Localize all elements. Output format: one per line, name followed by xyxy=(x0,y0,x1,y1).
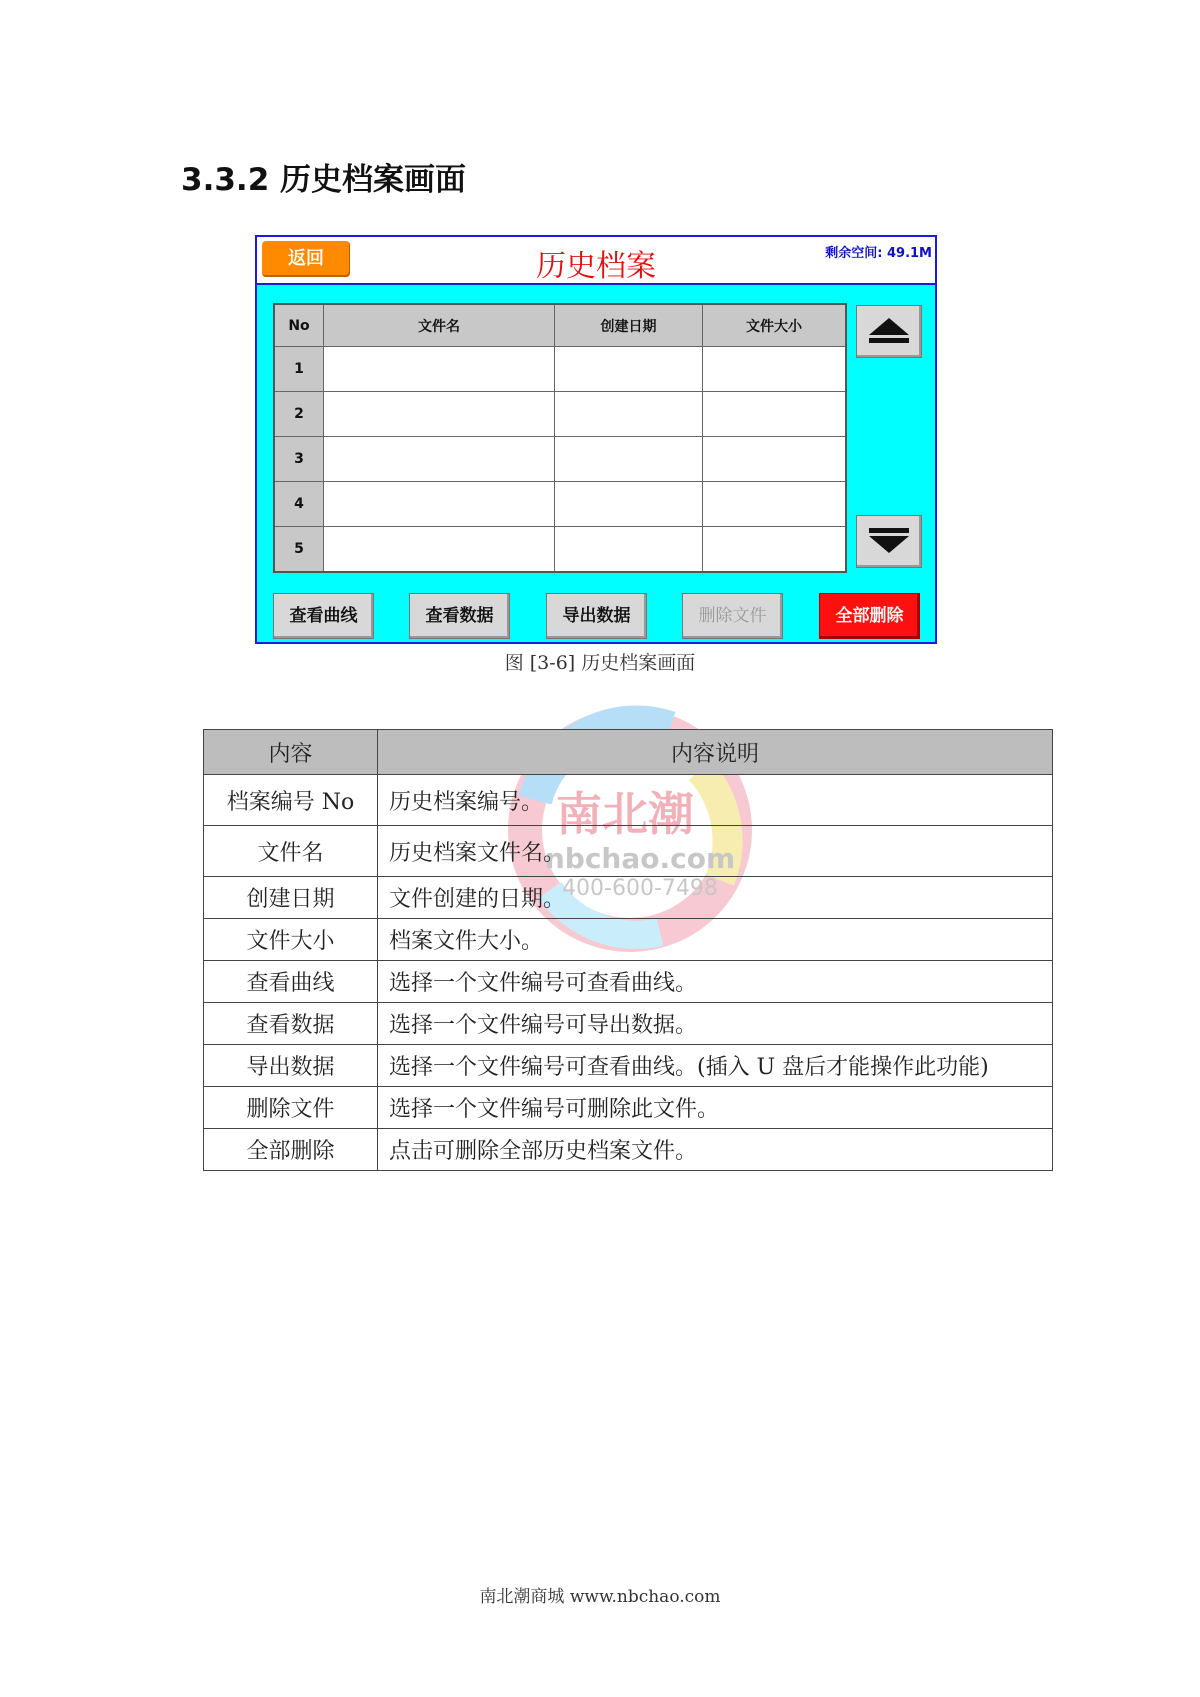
figure-caption: 图 [3-6] 历史档案画面 xyxy=(504,652,696,674)
size-cell[interactable] xyxy=(703,347,847,392)
file-table xyxy=(273,303,847,573)
date-cell[interactable] xyxy=(555,482,703,527)
description-cell: 档案文件大小。 xyxy=(378,919,1053,961)
size-cell[interactable] xyxy=(703,392,847,437)
history-archive-screen xyxy=(255,235,937,644)
table-row xyxy=(204,1087,1053,1129)
description-cell: 选择一个文件编号可导出数据。 xyxy=(378,1003,1053,1045)
size-cell[interactable] xyxy=(703,437,847,482)
file-name-cell[interactable] xyxy=(324,482,555,527)
item-cell: 文件名 xyxy=(204,826,378,877)
column-header-filename: 文件名 xyxy=(324,304,555,347)
row-number: 5 xyxy=(274,527,324,573)
watermark-site: nbchao.com xyxy=(544,842,736,875)
view-data-button[interactable]: 查看数据 xyxy=(409,593,510,639)
table-row xyxy=(204,826,1053,877)
page-footer: 南北潮商城 www.nbchao.com xyxy=(479,1587,721,1607)
free-space-label: 剩余空间: 49.1M xyxy=(825,246,932,261)
row-number: 2 xyxy=(274,392,324,437)
item-cell: 删除文件 xyxy=(204,1087,378,1129)
table-row[interactable] xyxy=(274,527,846,573)
item-cell: 导出数据 xyxy=(204,1045,378,1087)
description-cell: 点击可删除全部历史档案文件。 xyxy=(378,1129,1053,1171)
header-description: 内容说明 xyxy=(378,730,1053,775)
item-cell: 档案编号 No xyxy=(204,775,378,826)
file-table-header xyxy=(274,304,846,347)
table-row xyxy=(204,877,1053,919)
watermark-phone: 400-600-7498 xyxy=(562,876,718,901)
table-row xyxy=(204,1129,1053,1171)
watermark-brand: 南北潮 xyxy=(556,787,694,841)
delete-file-button[interactable]: 删除文件 xyxy=(682,593,783,639)
date-cell[interactable] xyxy=(555,392,703,437)
hmi-title: 历史档案 xyxy=(536,249,656,284)
table-row xyxy=(204,1003,1053,1045)
size-cell[interactable] xyxy=(703,482,847,527)
row-number: 1 xyxy=(274,347,324,392)
item-cell: 文件大小 xyxy=(204,919,378,961)
table-row xyxy=(204,919,1053,961)
scroll-down-button[interactable] xyxy=(856,515,922,568)
description-table-header xyxy=(204,730,1053,775)
scroll-up-button[interactable] xyxy=(856,305,922,358)
description-cell: 选择一个文件编号可查看曲线。 xyxy=(378,961,1053,1003)
section-heading: 3.3.2 历史档案画面 xyxy=(181,162,467,198)
file-name-cell[interactable] xyxy=(324,527,555,573)
column-header-no: No xyxy=(274,304,324,347)
row-number: 4 xyxy=(274,482,324,527)
description-table xyxy=(203,729,1053,1171)
date-cell[interactable] xyxy=(555,527,703,573)
date-cell[interactable] xyxy=(555,437,703,482)
description-cell: 选择一个文件编号可删除此文件。 xyxy=(378,1087,1053,1129)
description-cell: 文件创建的日期。 xyxy=(378,877,1053,919)
description-cell: 历史档案编号。 xyxy=(378,775,1053,826)
file-name-cell[interactable] xyxy=(324,437,555,482)
item-cell: 查看曲线 xyxy=(204,961,378,1003)
column-header-date: 创建日期 xyxy=(555,304,703,347)
file-name-cell[interactable] xyxy=(324,392,555,437)
back-button[interactable]: 返回 xyxy=(262,241,350,277)
table-row[interactable] xyxy=(274,482,846,527)
item-cell: 全部删除 xyxy=(204,1129,378,1171)
file-name-cell[interactable] xyxy=(324,347,555,392)
item-cell: 查看数据 xyxy=(204,1003,378,1045)
description-cell: 选择一个文件编号可查看曲线。(插入 U 盘后才能操作此功能) xyxy=(378,1045,1053,1087)
view-curve-button[interactable]: 查看曲线 xyxy=(273,593,374,639)
size-cell[interactable] xyxy=(703,527,847,573)
table-row[interactable] xyxy=(274,392,846,437)
export-data-button[interactable]: 导出数据 xyxy=(546,593,647,639)
table-row[interactable] xyxy=(274,347,846,392)
header-item: 内容 xyxy=(204,730,378,775)
delete-all-button[interactable]: 全部删除 xyxy=(819,593,920,639)
table-row xyxy=(204,961,1053,1003)
table-row xyxy=(204,1045,1053,1087)
table-row[interactable] xyxy=(274,437,846,482)
description-cell: 历史档案文件名。 xyxy=(378,826,1053,877)
date-cell[interactable] xyxy=(555,347,703,392)
row-number: 3 xyxy=(274,437,324,482)
table-row xyxy=(204,775,1053,826)
item-cell: 创建日期 xyxy=(204,877,378,919)
column-header-size: 文件大小 xyxy=(703,304,847,347)
hmi-title-bar xyxy=(257,237,935,285)
